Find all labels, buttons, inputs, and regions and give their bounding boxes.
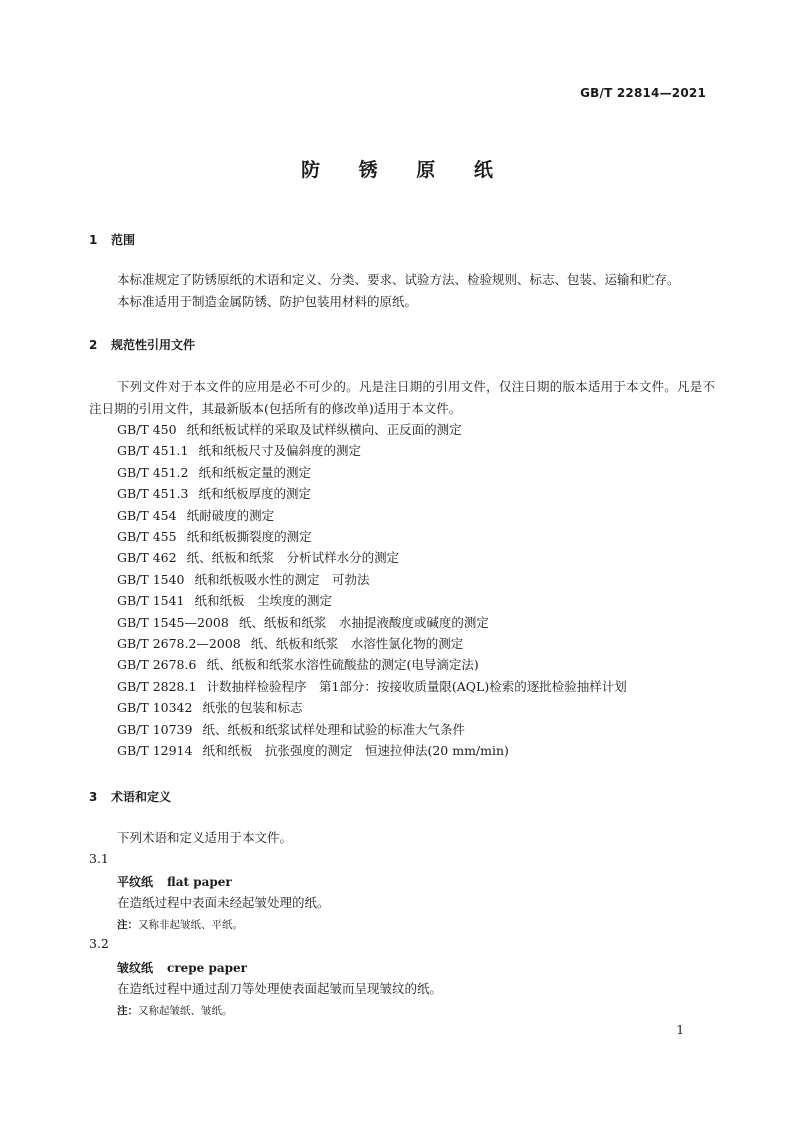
- section-3-title: 术语和定义: [111, 790, 172, 804]
- section-1-title: 范围: [111, 233, 136, 247]
- reference-item: [117, 462, 627, 483]
- reference-title: 纸、纸板和纸浆水溶性硫酸盐的测定(电导滴定法): [206, 657, 479, 673]
- standard-number: GB/T 22814—2021: [580, 86, 706, 100]
- reference-code: GB/T 451.3: [117, 486, 189, 502]
- reference-code: GB/T 1545—2008: [117, 614, 229, 630]
- note-label: 注：: [117, 1005, 138, 1017]
- reference-item: [117, 633, 627, 654]
- term-number: 3.1: [89, 851, 109, 866]
- section-2-heading: [89, 336, 195, 353]
- section-1-heading: [89, 231, 135, 248]
- reference-item: [117, 697, 627, 718]
- reference-code: GB/T 451.2: [117, 464, 189, 480]
- reference-title: 纸、纸板和纸浆 分析试样水分的测定: [186, 550, 400, 566]
- document-title: 防 锈 原 纸: [301, 159, 509, 181]
- reference-item: [117, 676, 627, 697]
- reference-item: [117, 590, 627, 611]
- reference-item: [117, 569, 627, 590]
- reference-item: [117, 526, 627, 547]
- reference-title: 纸张的包装和标志: [202, 700, 303, 716]
- reference-title: 纸和纸板吸水性的测定 可勃法: [194, 571, 370, 587]
- terms-intro: 下列术语和定义适用于本文件。: [117, 830, 293, 845]
- normative-refs-intro: 下列文件对于本文件的应用是必不可少的。凡是注日期的引用文件，仅注日期的版本适用于本文件。凡是不注日期的引用文件，其最新版本(包括所有的修改单)适用于本文件。: [89, 379, 715, 416]
- term-heading: [117, 959, 247, 976]
- term-zh: 皱纹纸: [117, 961, 154, 975]
- section-3-heading: [89, 788, 171, 805]
- term-heading: [117, 873, 232, 890]
- reference-title: 计数抽样检验程序 第1部分：按接收质量限(AQL)检索的逐批检验抽样计划: [206, 678, 627, 694]
- reference-code: GB/T 1540: [117, 571, 185, 587]
- page-number: 1: [676, 1023, 684, 1037]
- reference-code: GB/T 455: [117, 529, 177, 545]
- reference-title: 纸和纸板厚度的测定: [198, 486, 311, 502]
- section-1-number: 1: [89, 233, 98, 247]
- section-2-number: 2: [89, 338, 98, 352]
- reference-code: GB/T 2828.1: [117, 678, 197, 694]
- note-label: 注：: [117, 919, 138, 931]
- reference-title: 纸和纸板撕裂度的测定: [186, 529, 312, 545]
- section-3-number: 3: [89, 790, 98, 804]
- reference-code: GB/T 12914: [117, 743, 193, 759]
- reference-item: [117, 505, 627, 526]
- reference-title: 纸、纸板和纸浆 水抽提液酸度或碱度的测定: [238, 614, 489, 630]
- reference-code: GB/T 10342: [117, 700, 193, 716]
- section-2-title: 规范性引用文件: [111, 338, 196, 352]
- reference-code: GB/T 1541: [117, 593, 185, 609]
- reference-title: 纸和纸板 抗张强度的测定 恒速拉伸法(20 mm/min): [202, 743, 509, 759]
- reference-code: GB/T 450: [117, 422, 177, 437]
- note-text: 又称非起皱纸、平纸。: [138, 919, 243, 931]
- note-text: 又称起皱纸、皱纸。: [138, 1005, 233, 1017]
- term-definition: 在造纸过程中通过刮刀等处理使表面起皱而呈现皱纹的纸。: [117, 981, 443, 996]
- term-en: flat paper: [167, 875, 232, 889]
- reference-title: 纸、纸板和纸浆 水溶性氯化物的测定: [250, 636, 464, 652]
- reference-title: 纸耐破度的测定: [186, 507, 275, 523]
- reference-item: [117, 719, 627, 740]
- reference-code: GB/T 2678.6: [117, 657, 197, 673]
- scope-paragraph-2: 本标准适用于制造金属防锈、防护包装用材料的原纸。: [117, 294, 418, 309]
- reference-code: GB/T 10739: [117, 721, 193, 737]
- reference-title: 纸和纸板尺寸及偏斜度的测定: [198, 443, 361, 459]
- reference-item: [117, 740, 627, 761]
- reference-item: [117, 547, 627, 568]
- reference-item: [117, 419, 627, 440]
- reference-item: [117, 654, 627, 675]
- reference-code: GB/T 462: [117, 550, 177, 566]
- term-note: [117, 917, 243, 932]
- scope-paragraph-1: 本标准规定了防锈原纸的术语和定义、分类、要求、试验方法、检验规则、标志、包装、运输和贮存。: [117, 272, 680, 287]
- reference-title: 纸、纸板和纸浆试样处理和试验的标准大气条件: [202, 721, 465, 737]
- reference-title: 纸和纸板定量的测定: [198, 464, 311, 480]
- reference-list: [117, 419, 627, 762]
- reference-item: [117, 440, 627, 461]
- term-en: crepe paper: [167, 961, 247, 975]
- reference-item: [117, 483, 627, 504]
- term-number: 3.2: [89, 936, 109, 951]
- term-zh: 平纹纸: [117, 875, 154, 889]
- reference-code: GB/T 451.1: [117, 443, 189, 459]
- reference-code: GB/T 454: [117, 507, 177, 523]
- term-note: [117, 1003, 233, 1018]
- reference-title: 纸和纸板 尘埃度的测定: [194, 593, 333, 609]
- reference-item: [117, 612, 627, 633]
- term-definition: 在造纸过程中表面未经起皱处理的纸。: [117, 895, 330, 910]
- reference-code: GB/T 2678.2—2008: [117, 636, 241, 652]
- reference-title: 纸和纸板试样的采取及试样纵横向、正反面的测定: [186, 422, 462, 437]
